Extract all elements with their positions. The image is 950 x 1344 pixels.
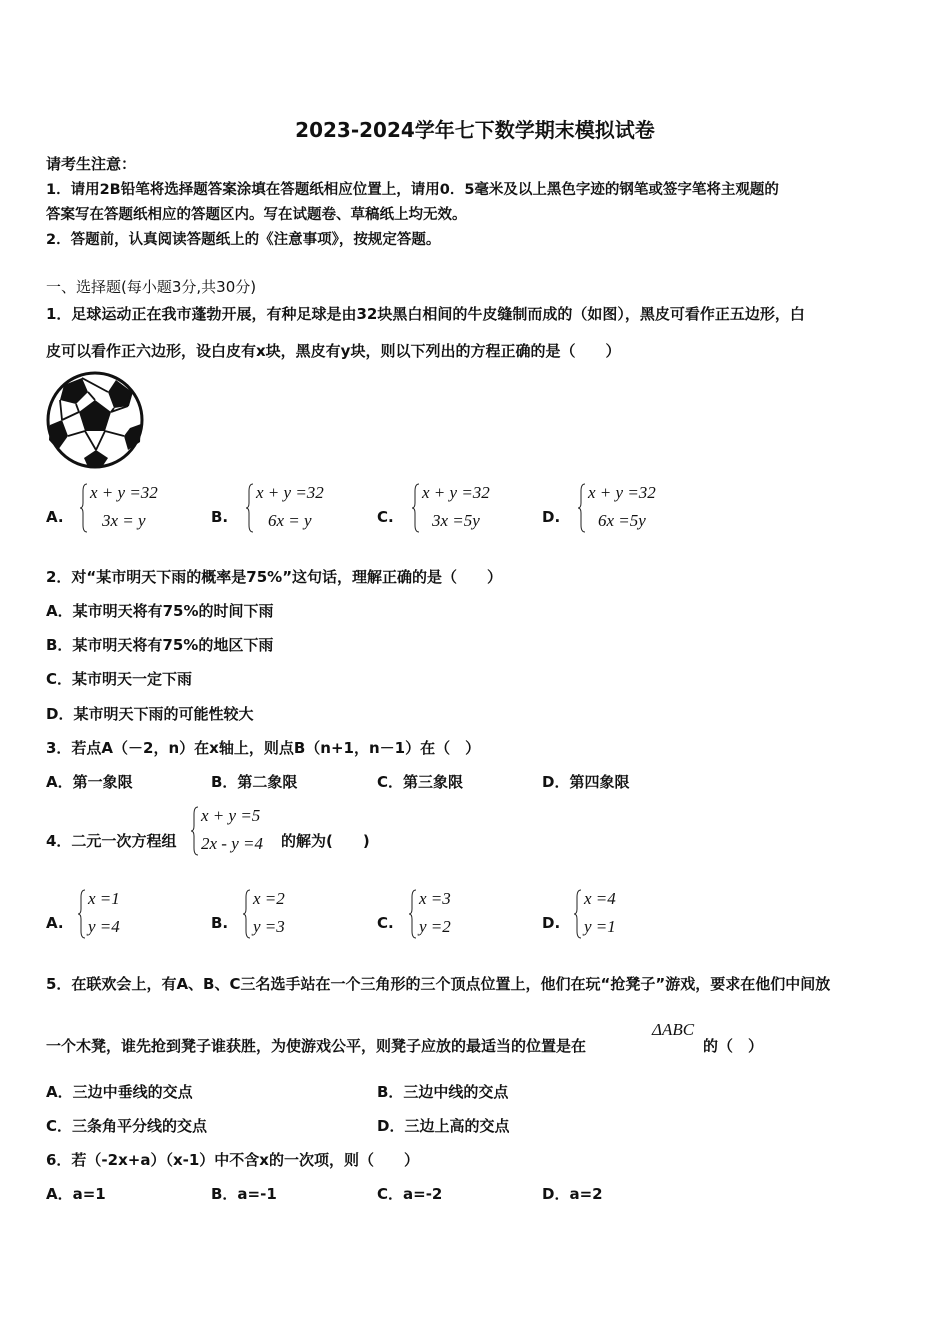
q1-option-c-eq1: x + y =32 bbox=[422, 483, 490, 502]
q4-option-d-label: D. bbox=[542, 914, 561, 932]
q4-option-c-label: C. bbox=[377, 914, 394, 932]
q4-option-d-eq1: x =4 bbox=[584, 889, 616, 908]
q4-option-c-eq2: y =2 bbox=[419, 917, 451, 936]
notice-line-1a: 1．请用2B铅笔将选择题答案涂填在答题纸相应位置上，请用0．5毫米及以上黑色字迹的钢笔或签字笔将主观题的 bbox=[46, 182, 779, 198]
q6-option-a: A．a=1 bbox=[46, 1185, 106, 1203]
q3-option-d: D．第四象限 bbox=[542, 773, 630, 791]
q4-eq2: 2x - y =4 bbox=[201, 834, 263, 853]
q4-option-a-system bbox=[78, 889, 148, 941]
q3-option-b: B．第二象限 bbox=[211, 773, 298, 791]
q4-option-c-system bbox=[409, 889, 479, 941]
q1-option-c-system bbox=[412, 483, 522, 535]
q4-option-b-eq2: y =3 bbox=[253, 917, 285, 936]
q4-prefix: 4．二元一次方程组 bbox=[46, 832, 177, 850]
q4-option-d-system bbox=[574, 889, 644, 941]
q1-text-b: 皮可以看作正六边形，设白皮有x块，黑皮有y块，则以下列出的方程正确的是（ ） bbox=[46, 342, 621, 360]
q5-text-a: 5．在联欢会上，有A、B、C三名选手站在一个三角形的三个顶点位置上，他们在玩“抢凳子”游戏，要求在他们中间放 bbox=[46, 975, 831, 993]
q6-option-b: B．a=-1 bbox=[211, 1185, 277, 1203]
q2-text: 2．对“某市明天下雨的概率是75%”这句话，理解正确的是（ ） bbox=[46, 568, 503, 586]
q6-text: 6．若（-2x+a）（x-1）中不含x的一次项，则（ ） bbox=[46, 1151, 419, 1169]
q1-option-a-eq2: 3x = y bbox=[102, 511, 146, 530]
notice-line-2: 2．答题前，认真阅读答题纸上的《注意事项》，按规定答题。 bbox=[46, 232, 441, 248]
q4-option-b-eq1: x =2 bbox=[253, 889, 285, 908]
soccer-ball-image bbox=[44, 370, 146, 470]
q5-option-b: B．三边中线的交点 bbox=[377, 1083, 509, 1101]
q4-suffix: 的解为( ) bbox=[281, 832, 370, 850]
q6-option-d: D．a=2 bbox=[542, 1185, 603, 1203]
brace-icon bbox=[409, 889, 417, 939]
q1-option-d-eq1: x + y =32 bbox=[588, 483, 656, 502]
brace-icon bbox=[246, 483, 254, 533]
brace-icon bbox=[578, 483, 586, 533]
q1-option-b-system bbox=[246, 483, 356, 535]
q1-option-b-eq1: x + y =32 bbox=[256, 483, 324, 502]
notice-line-1b: 答案写在答题纸相应的答题区内。写在试题卷、草稿纸上均无效。 bbox=[46, 207, 467, 223]
q4-option-b-system bbox=[243, 889, 313, 941]
q1-option-b-eq2: 6x = y bbox=[268, 511, 312, 530]
brace-icon bbox=[78, 889, 86, 939]
q1-option-b-label: B. bbox=[211, 508, 229, 526]
brace-icon bbox=[412, 483, 420, 533]
q3-text: 3．若点A（－2，n）在x轴上，则点B（n+1，n－1）在（ ） bbox=[46, 739, 481, 757]
q1-option-d-eq2: 6x =5y bbox=[598, 511, 646, 530]
notice-heading: 请考生注意： bbox=[46, 155, 137, 173]
q5-option-d: D．三边上高的交点 bbox=[377, 1117, 510, 1135]
q5-text-b: 一个木凳，谁先抢到凳子谁获胜，为使游戏公平，则凳子应放的最适当的位置是在 bbox=[46, 1037, 587, 1055]
brace-icon bbox=[80, 483, 88, 533]
section-heading: 一、选择题(每小题3分,共30分) bbox=[46, 278, 257, 296]
q4-option-a-eq1: x =1 bbox=[88, 889, 120, 908]
q4-option-b-label: B. bbox=[211, 914, 229, 932]
brace-icon bbox=[243, 889, 251, 939]
q4-option-c-eq1: x =3 bbox=[419, 889, 451, 908]
q1-option-a-label: A. bbox=[46, 508, 64, 526]
q2-option-d: D．某市明天下雨的可能性较大 bbox=[46, 705, 254, 723]
q5-triangle: ΔABC bbox=[652, 1020, 695, 1039]
q1-option-d-system bbox=[578, 483, 688, 535]
q3-option-c: C．第三象限 bbox=[377, 773, 464, 791]
q2-option-b: B．某市明天将有75%的地区下雨 bbox=[46, 636, 274, 654]
q6-option-c: C．a=-2 bbox=[377, 1185, 443, 1203]
q2-option-c: C．某市明天一定下雨 bbox=[46, 670, 193, 688]
brace-icon bbox=[191, 806, 199, 856]
q5-option-a: A．三边中垂线的交点 bbox=[46, 1083, 193, 1101]
q1-option-c-label: C. bbox=[377, 508, 394, 526]
q4-eq1: x + y =5 bbox=[201, 806, 261, 825]
q1-option-a-system bbox=[80, 483, 190, 535]
q4-option-d-eq2: y =1 bbox=[584, 917, 616, 936]
q5-option-c: C．三条角平分线的交点 bbox=[46, 1117, 208, 1135]
q4-option-a-eq2: y =4 bbox=[88, 917, 120, 936]
q3-option-a: A．第一象限 bbox=[46, 773, 133, 791]
q5-text-c: 的（ ） bbox=[703, 1037, 764, 1055]
q4-system bbox=[191, 806, 281, 858]
q2-option-a: A．某市明天将有75%的时间下雨 bbox=[46, 602, 274, 620]
brace-icon bbox=[574, 889, 582, 939]
q1-option-a-eq1: x + y =32 bbox=[90, 483, 158, 502]
q1-text-a: 1．足球运动正在我市蓬勃开展，有种足球是由32块黑白相间的牛皮缝制而成的（如图），黑皮可看作正五边形，白 bbox=[46, 305, 805, 323]
page-title: 2023-2024学年七下数学期末模拟试卷 bbox=[295, 118, 655, 142]
q1-option-d-label: D. bbox=[542, 508, 561, 526]
q4-option-a-label: A. bbox=[46, 914, 64, 932]
q1-option-c-eq2: 3x =5y bbox=[432, 511, 480, 530]
